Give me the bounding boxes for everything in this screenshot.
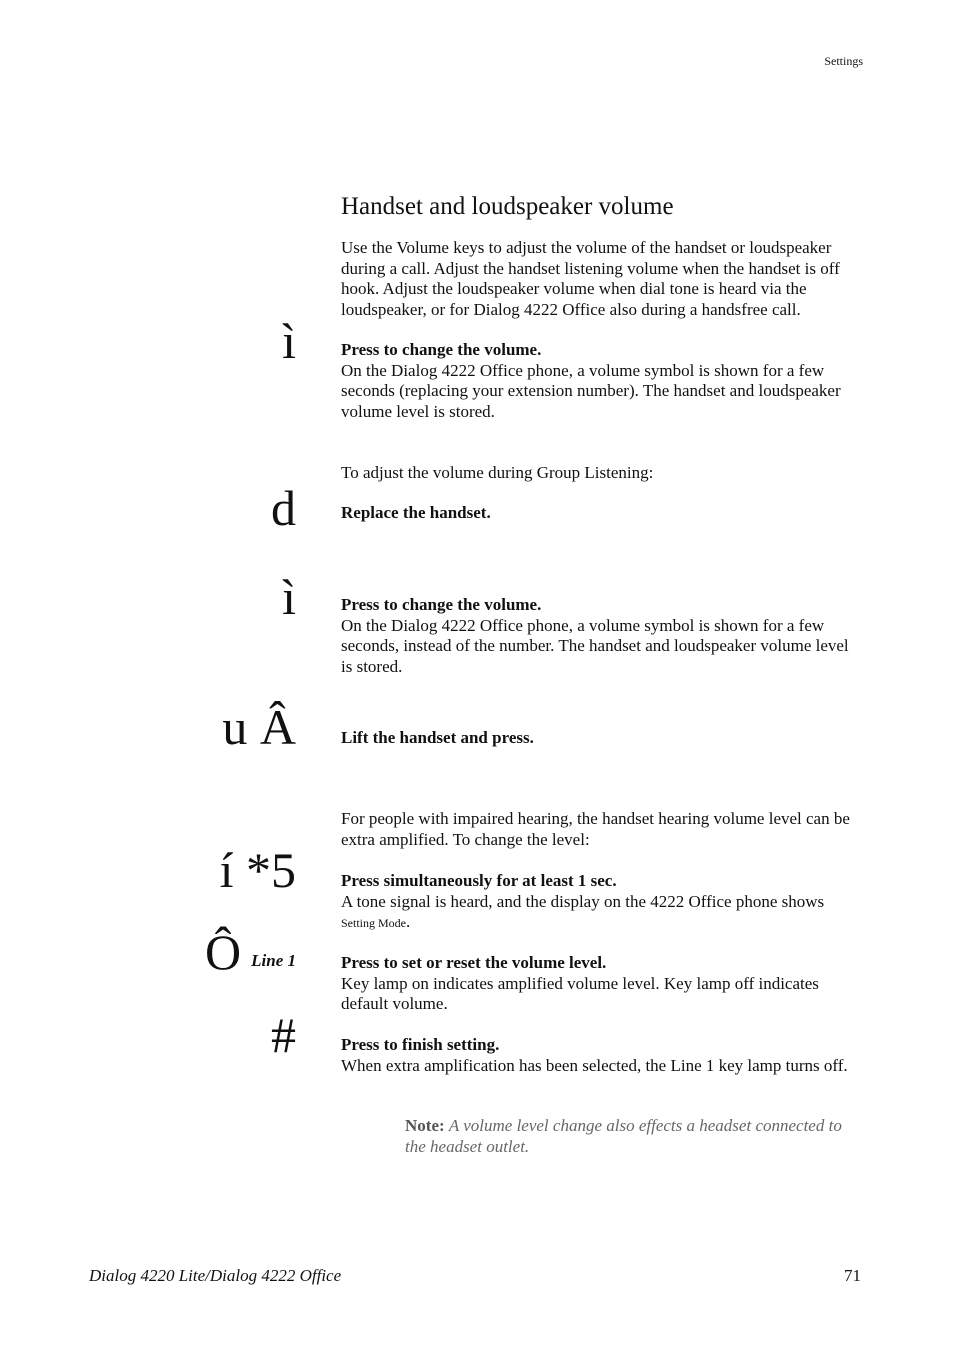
note-text: A volume level change also effects a headset connected to the headset outlet. <box>405 1116 842 1156</box>
step-5-detail: A tone signal is heard, and the display on the 4222 Office phone shows Setting Mode. <box>341 891 825 932</box>
step-5 <box>341 871 861 934</box>
step-1-detail: On the Dialog 4222 Office phone, a volume symbol is shown for a few seconds (replacing your extension number). The handset and loudspeaker volume level is stored. <box>341 360 841 421</box>
volume-key-icon: ì <box>282 313 296 369</box>
volume-key-icon: ì <box>282 569 296 625</box>
step-1 <box>341 340 861 422</box>
key-combination-icon: í *5 <box>219 842 296 898</box>
handset-replace-icon: d <box>271 480 296 536</box>
note <box>405 1116 865 1157</box>
footer-doc-title: Dialog 4220 Lite/Dialog 4222 Office <box>89 1266 342 1285</box>
step-7 <box>341 1035 861 1076</box>
step-6-detail: Key lamp on indicates amplified volume level. Key lamp off indicates default volume. <box>341 973 819 1014</box>
impaired-hearing-intro: For people with impaired hearing, the handset hearing volume level can be extra amplified. To change the level: <box>341 809 850 849</box>
step-6-action: Press to set or reset the volume level. <box>341 953 607 972</box>
group-listening-intro: To adjust the volume during Group Listening: <box>341 463 654 482</box>
display-text: Setting Mode <box>341 916 406 931</box>
step-7-action: Press to finish setting. <box>341 1035 500 1054</box>
note-label: Note: <box>405 1116 445 1135</box>
lift-handset-press-icon: u Â <box>222 699 296 755</box>
section-title: Handset and loudspeaker volume <box>341 193 674 220</box>
step-3-action: Press to change the volume. <box>341 595 542 614</box>
step-5-action: Press simultaneously for at least 1 sec. <box>341 871 617 890</box>
step-3 <box>341 595 861 677</box>
line-key-icon: Ô Line 1 <box>205 924 296 980</box>
step-7-detail: When extra amplification has been selected, the Line 1 key lamp turns off. <box>341 1055 848 1075</box>
step-1-action: Press to change the volume. <box>341 340 542 359</box>
step-4-action: Lift the handset and press. <box>341 728 534 747</box>
step-2-action: Replace the handset. <box>341 503 491 522</box>
step-3-detail: On the Dialog 4222 Office phone, a volume symbol is shown for a few seconds, instead of the number. The handset and loudspeaker volume level is stored. <box>341 615 849 676</box>
running-header: Settings <box>824 54 863 68</box>
step-6 <box>341 953 861 1015</box>
hash-key-icon: # <box>271 1007 296 1063</box>
intro-paragraph: Use the Volume keys to adjust the volume of the handset or loudspeaker during a call. Adjust the handset listening volume when the handset is off hook. Adjust the loudspeaker volume when dial tone is heard via the loudspeaker, or for Dialog 4222 Office also during a handsfree call. <box>341 238 840 319</box>
line-1-label: Line 1 <box>251 951 296 970</box>
page-number: 71 <box>844 1266 861 1285</box>
